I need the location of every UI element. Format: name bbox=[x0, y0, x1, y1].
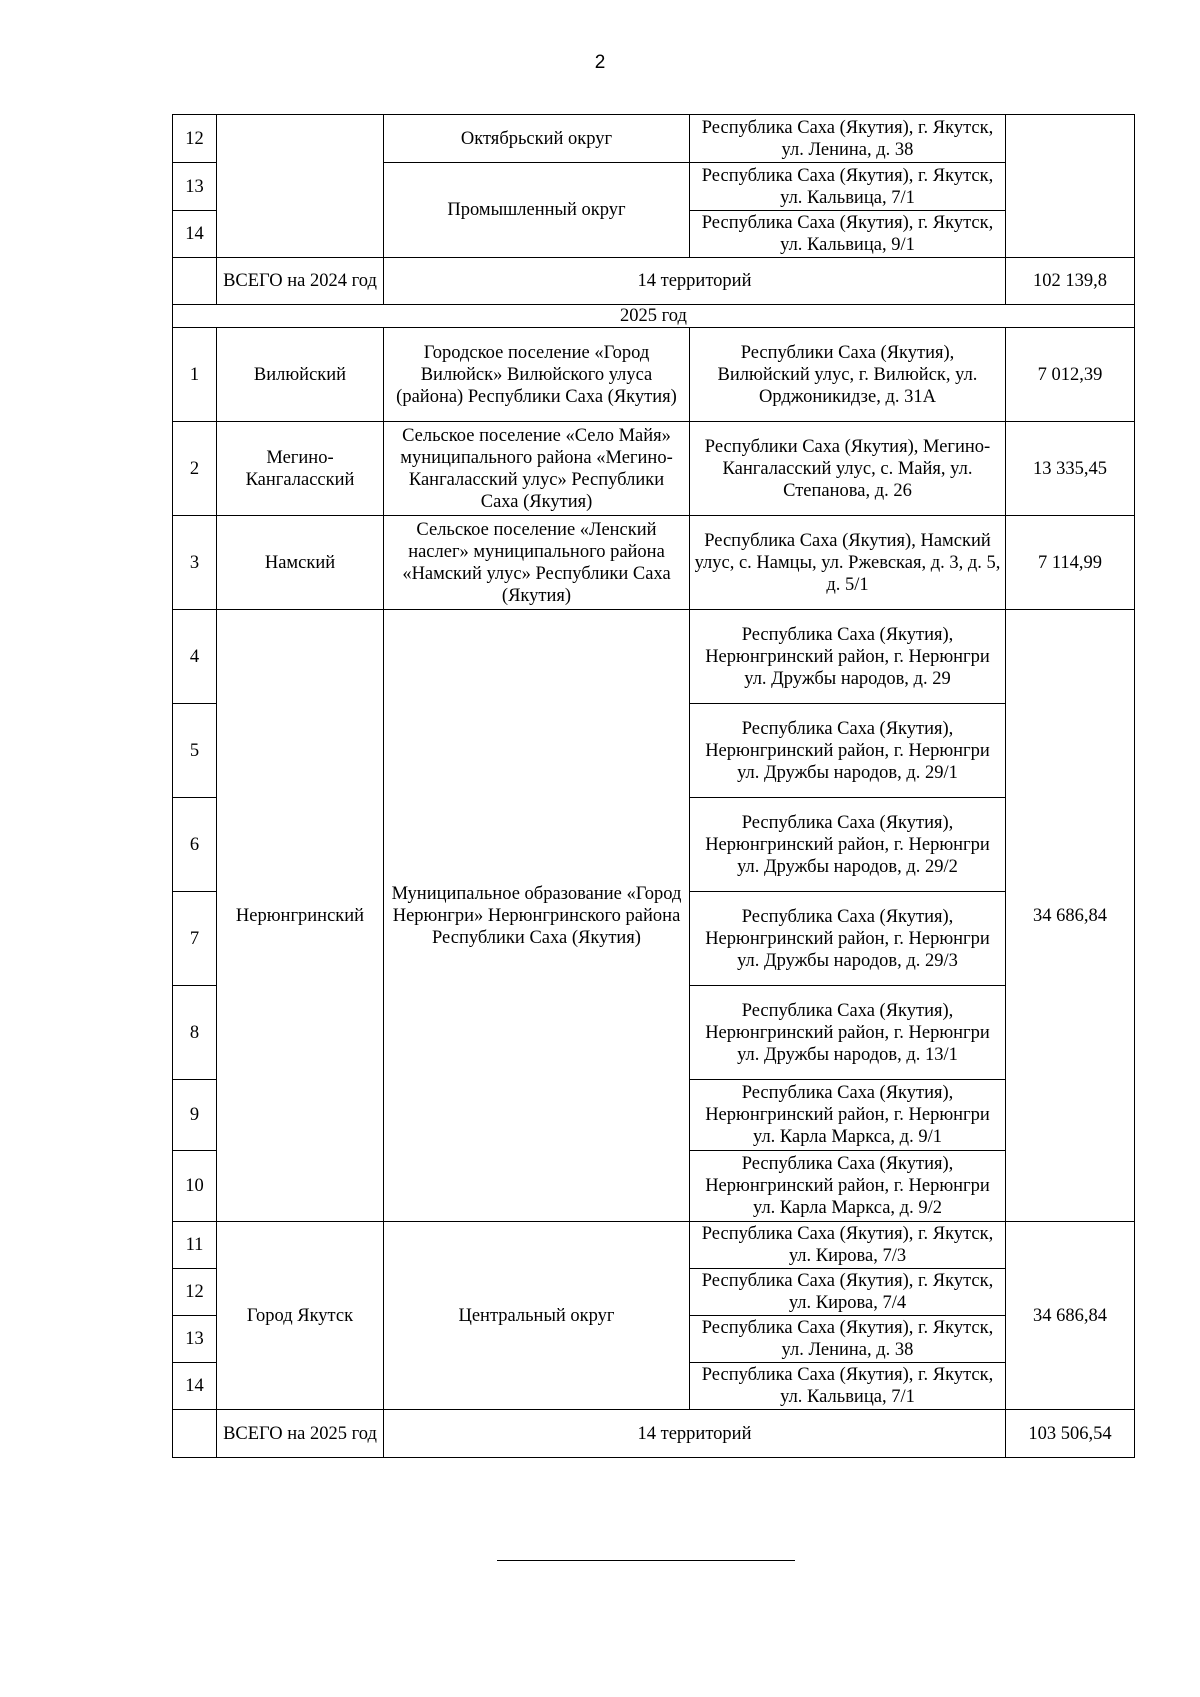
row-number: 11 bbox=[173, 1222, 217, 1269]
amount-cell: 13 335,45 bbox=[1006, 422, 1135, 516]
row-number: 13 bbox=[173, 1316, 217, 1363]
ulus-cell: Город Якутск bbox=[217, 1222, 384, 1410]
row-number: 7 bbox=[173, 892, 217, 986]
territories-table bbox=[172, 114, 1135, 1458]
amount-cell: 34 686,84 bbox=[1006, 610, 1135, 1222]
row-number: 12 bbox=[173, 115, 217, 163]
page-number: 2 bbox=[594, 52, 606, 73]
total-amount: 102 139,8 bbox=[1006, 258, 1135, 305]
table-row bbox=[173, 1222, 1135, 1269]
address-cell: Республика Саха (Якутия), г. Якутск, ул. Кирова, 7/4 bbox=[690, 1269, 1006, 1316]
total-row bbox=[173, 258, 1135, 305]
row-number: 3 bbox=[173, 516, 217, 610]
settlement-cell: Муниципальное образование «Город Нерюнгри» Нерюнгринского района Республики Саха (Якутия) bbox=[384, 610, 690, 1222]
total-territories: 14 территорий bbox=[384, 1410, 1006, 1458]
total-territories: 14 территорий bbox=[384, 258, 1006, 305]
amount-cell: 7 012,39 bbox=[1006, 328, 1135, 422]
settlement-cell: Промышленный округ bbox=[384, 163, 690, 258]
table-row bbox=[173, 115, 1135, 163]
amount-cell bbox=[1006, 115, 1135, 258]
settlement-cell: Центральный округ bbox=[384, 1222, 690, 1410]
address-cell: Республика Саха (Якутия), Намский улус, с. Намцы, ул. Ржевская, д. 3, д. 5, д. 5/1 bbox=[690, 516, 1006, 610]
table-row bbox=[173, 422, 1135, 516]
row-number: 5 bbox=[173, 704, 217, 798]
row-number: 14 bbox=[173, 211, 217, 258]
total-label: ВСЕГО на 2025 год bbox=[217, 1410, 384, 1458]
address-cell: Республика Саха (Якутия), Нерюнгринский район, г. Нерюнгри ул. Дружбы народов, д. 29 bbox=[690, 610, 1006, 704]
address-cell: Республики Саха (Якутия), Вилюйский улус, г. Вилюйск, ул. Орджоникидзе, д. 31А bbox=[690, 328, 1006, 422]
amount-cell: 34 686,84 bbox=[1006, 1222, 1135, 1410]
row-number: 10 bbox=[173, 1151, 217, 1222]
total-empty-cell bbox=[173, 258, 217, 305]
total-empty-cell bbox=[173, 1410, 217, 1458]
ulus-cell: Вилюйский bbox=[217, 328, 384, 422]
year-label: 2025 год bbox=[173, 305, 1135, 328]
year-row bbox=[173, 305, 1135, 328]
row-number: 12 bbox=[173, 1269, 217, 1316]
table-row bbox=[173, 328, 1135, 422]
settlement-cell: Сельское поселение «Село Майя» муниципального района «Мегино-Кангаласский улус» Республики Саха (Якутия) bbox=[384, 422, 690, 516]
row-number: 4 bbox=[173, 610, 217, 704]
row-number: 2 bbox=[173, 422, 217, 516]
row-number: 8 bbox=[173, 986, 217, 1080]
address-cell: Республика Саха (Якутия), г. Якутск, ул. Кальвица, 7/1 bbox=[690, 163, 1006, 211]
table-row bbox=[173, 516, 1135, 610]
address-cell: Республика Саха (Якутия), г. Якутск, ул. Кирова, 7/3 bbox=[690, 1222, 1006, 1269]
table-row bbox=[173, 610, 1135, 704]
address-cell: Республики Саха (Якутия), Мегино-Кангаласский улус, с. Майя, ул. Степанова, д. 26 bbox=[690, 422, 1006, 516]
row-number: 1 bbox=[173, 328, 217, 422]
address-cell: Республика Саха (Якутия), г. Якутск, ул. Ленина, д. 38 bbox=[690, 115, 1006, 163]
ulus-cell bbox=[217, 115, 384, 258]
settlement-cell: Октябрьский округ bbox=[384, 115, 690, 163]
address-cell: Республика Саха (Якутия), Нерюнгринский район, г. Нерюнгри ул. Дружбы народов, д. 29/3 bbox=[690, 892, 1006, 986]
settlement-cell: Сельское поселение «Ленский наслег» муниципального района «Намский улус» Республики Саха (Якутия) bbox=[384, 516, 690, 610]
address-cell: Республика Саха (Якутия), Нерюнгринский район, г. Нерюнгри ул. Карла Маркса, д. 9/1 bbox=[690, 1080, 1006, 1151]
total-row bbox=[173, 1410, 1135, 1458]
row-number: 9 bbox=[173, 1080, 217, 1151]
row-number: 14 bbox=[173, 1363, 217, 1410]
address-cell: Республика Саха (Якутия), г. Якутск, ул. Ленина, д. 38 bbox=[690, 1316, 1006, 1363]
address-cell: Республика Саха (Якутия), г. Якутск, ул. Кальвица, 7/1 bbox=[690, 1363, 1006, 1410]
address-cell: Республика Саха (Якутия), Нерюнгринский район, г. Нерюнгри ул. Дружбы народов, д. 29/2 bbox=[690, 798, 1006, 892]
address-cell: Республика Саха (Якутия), Нерюнгринский район, г. Нерюнгри ул. Дружбы народов, д. 13/1 bbox=[690, 986, 1006, 1080]
ulus-cell: Намский bbox=[217, 516, 384, 610]
row-number: 6 bbox=[173, 798, 217, 892]
ulus-cell: Мегино-Кангаласский bbox=[217, 422, 384, 516]
address-cell: Республика Саха (Якутия), Нерюнгринский район, г. Нерюнгри ул. Дружбы народов, д. 29/1 bbox=[690, 704, 1006, 798]
settlement-cell: Городское поселение «Город Вилюйск» Вилюйского улуса (района) Республики Саха (Якутия) bbox=[384, 328, 690, 422]
total-label: ВСЕГО на 2024 год bbox=[217, 258, 384, 305]
address-cell: Республика Саха (Якутия), г. Якутск, ул. Кальвица, 9/1 bbox=[690, 211, 1006, 258]
amount-cell: 7 114,99 bbox=[1006, 516, 1135, 610]
address-cell: Республика Саха (Якутия), Нерюнгринский район, г. Нерюнгри ул. Карла Маркса, д. 9/2 bbox=[690, 1151, 1006, 1222]
footer-divider bbox=[497, 1560, 795, 1561]
row-number: 13 bbox=[173, 163, 217, 211]
ulus-cell: Нерюнгринский bbox=[217, 610, 384, 1222]
total-amount: 103 506,54 bbox=[1006, 1410, 1135, 1458]
